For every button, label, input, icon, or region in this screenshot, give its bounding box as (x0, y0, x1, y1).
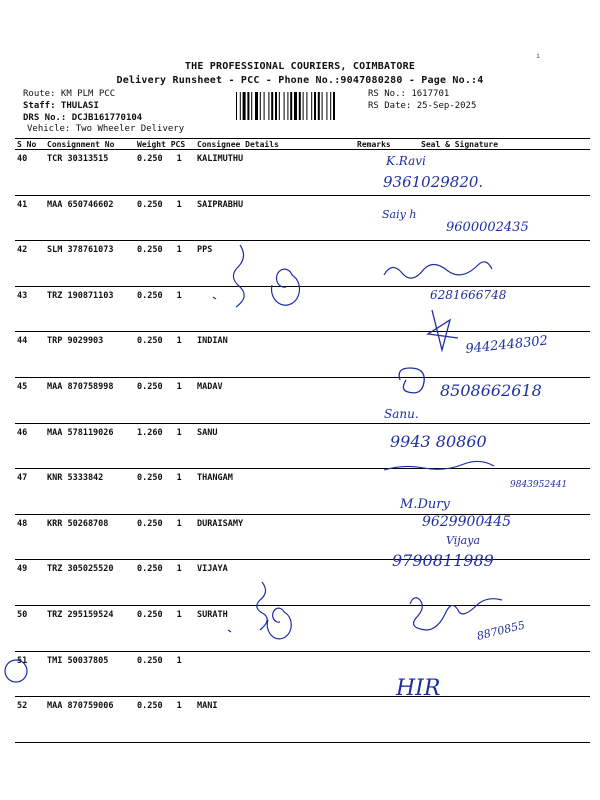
weight-value: 0.250 (137, 290, 163, 301)
sign-52-mark: HIR (396, 676, 441, 701)
table-row (15, 241, 590, 287)
weight-value: 1.260 (137, 427, 163, 438)
cell-weight (135, 469, 195, 515)
table-header-row (15, 139, 590, 150)
sign-43-phone: 6281666748 (430, 288, 507, 302)
barcode-bar (284, 92, 285, 120)
barcode-bar (287, 92, 288, 120)
cell-consignment: TMI 50037805 (45, 651, 135, 697)
cell-signature (399, 605, 590, 651)
table-row (15, 605, 590, 651)
barcode-bar (236, 92, 237, 120)
barcode-bar (260, 92, 261, 120)
cell-consignment: KNR 5333842 (45, 469, 135, 515)
cell-consignee: VIJAYA (195, 560, 355, 606)
barcode-bar (330, 92, 331, 120)
barcode-bar (322, 92, 323, 120)
cell-sno: 49 (15, 560, 45, 606)
cell-consignment: SLM 378761073 (45, 241, 135, 287)
cell-consignee: INDIAN (195, 332, 355, 378)
cell-consignee: DURAISAMY (195, 514, 355, 560)
cell-sno: 43 (15, 286, 45, 332)
cell-weight (135, 241, 195, 287)
cell-signature (399, 195, 590, 241)
barcode-bar (290, 92, 292, 120)
sign-51-phone: 8870855 (475, 618, 527, 643)
cell-weight (135, 286, 195, 332)
col-consignment: Consignment No (45, 139, 135, 150)
cell-consignment: TRZ 190871103 (45, 286, 135, 332)
weight-value: 0.250 (137, 473, 163, 484)
pcs-value: 1 (176, 427, 182, 438)
weight-value: 0.250 (137, 655, 163, 666)
barcode-bar (275, 92, 277, 120)
pcs-value: 1 (176, 199, 182, 210)
cell-consignment: TRZ 305025520 (45, 560, 135, 606)
barcode-bar (247, 92, 249, 120)
barcode-bar (303, 92, 304, 120)
cell-remarks (355, 560, 399, 606)
weight-value: 0.250 (137, 701, 163, 712)
cell-sno: 40 (15, 150, 45, 196)
cell-consignee: PPS (195, 241, 355, 287)
sign-49-phone: 9790811989 (392, 551, 494, 570)
pcs-value: 1 (176, 655, 182, 666)
cell-signature (399, 469, 590, 515)
weight-value: 0.250 (137, 199, 163, 210)
cell-weight (135, 332, 195, 378)
cell-weight (135, 195, 195, 241)
table-row (15, 651, 590, 697)
cell-signature (399, 150, 590, 196)
cell-consignment: MAA 650746602 (45, 195, 135, 241)
barcode-bar (240, 92, 241, 120)
runsheet-table (15, 138, 590, 743)
table-row (15, 423, 590, 469)
pcs-value: 1 (176, 564, 182, 575)
barcode-bar (318, 92, 320, 120)
weight-value: 0.250 (137, 609, 163, 620)
cell-signature (399, 286, 590, 332)
cell-remarks (355, 514, 399, 560)
sign-44-phone: 9442448302 (464, 333, 549, 357)
runsheet-subtitle: Delivery Runsheet - PCC - Phone No.:9047080280 - Page No.:4 (116, 75, 484, 86)
pcs-value: 1 (176, 609, 182, 620)
cell-consignment: MAA 870759006 (45, 697, 135, 743)
sign-46-phone: 9943 80860 (390, 432, 487, 451)
cell-consignee: THANGAM (195, 469, 355, 515)
cell-consignment: KRR 50268708 (45, 514, 135, 560)
cell-consignee: MANI (195, 697, 355, 743)
cell-consignee: SURATH (195, 605, 355, 651)
cell-sno: 51 (15, 651, 45, 697)
cell-consignee: MADAV (195, 377, 355, 423)
cell-signature (399, 514, 590, 560)
pcs-value: 1 (176, 290, 182, 301)
cell-consignee: KALIMUTHU (195, 150, 355, 196)
staff-label: Staff: THULASI (23, 101, 99, 111)
pcs-value: 1 (176, 518, 182, 529)
barcode-bar (311, 92, 312, 120)
cell-consignee: SAIPRABHU (195, 195, 355, 241)
col-sno: S No (15, 139, 45, 150)
barcode-bar (279, 92, 280, 120)
col-signature: Seal & Signature (399, 139, 590, 150)
weight-value: 0.250 (137, 381, 163, 392)
cell-remarks (355, 469, 399, 515)
table-row (15, 332, 590, 378)
col-remarks: Remarks (355, 139, 399, 150)
barcode-bar (264, 92, 265, 120)
pcs-value: 1 (176, 245, 182, 256)
barcode-bar (268, 92, 269, 120)
cell-remarks (355, 697, 399, 743)
sign-41-phone: 9600002435 (446, 220, 529, 235)
sign-40-name: K.Ravi (386, 154, 426, 168)
cell-sno: 50 (15, 605, 45, 651)
table-row (15, 469, 590, 515)
vehicle-label: Vehicle: Two Wheeler Delivery (27, 124, 185, 134)
table-row (15, 514, 590, 560)
sign-48-phone: 9629900445 (422, 514, 512, 530)
table-row (15, 150, 590, 196)
cell-weight (135, 697, 195, 743)
sign-48-name: M.Dury (400, 497, 450, 512)
sign-45-phone: 8508662618 (440, 381, 542, 400)
barcode-bar (326, 92, 327, 120)
sign-47-phone: 9843952441 (510, 480, 568, 490)
barcode-bar (243, 92, 246, 120)
cell-weight (135, 651, 195, 697)
weight-value: 0.250 (137, 336, 163, 347)
cell-signature (399, 377, 590, 423)
cell-remarks (355, 377, 399, 423)
cell-consignee (195, 651, 355, 697)
cell-remarks (355, 332, 399, 378)
weight-value: 0.250 (137, 518, 163, 529)
barcode-bar (251, 92, 252, 120)
cell-sno: 42 (15, 241, 45, 287)
cell-sno: 41 (15, 195, 45, 241)
cell-weight (135, 423, 195, 469)
cell-sno: 52 (15, 697, 45, 743)
pcs-value: 1 (176, 336, 182, 347)
cell-weight (135, 377, 195, 423)
table-row (15, 560, 590, 606)
table-row (15, 377, 590, 423)
weight-value: 0.250 (137, 245, 163, 256)
weight-value: 0.250 (137, 564, 163, 575)
barcode-bar (271, 92, 273, 120)
cell-sno: 45 (15, 377, 45, 423)
barcode-bar (333, 92, 335, 120)
cell-weight (135, 514, 195, 560)
cell-signature (399, 423, 590, 469)
cell-consignment: TCR 30313515 (45, 150, 135, 196)
cell-sno: 44 (15, 332, 45, 378)
pcs-value: 1 (176, 154, 182, 164)
pcs-value: 1 (176, 473, 182, 484)
cell-remarks (355, 150, 399, 196)
barcode-bar (299, 92, 301, 120)
cell-signature (399, 651, 590, 697)
cell-signature (399, 697, 590, 743)
cell-remarks (355, 423, 399, 469)
sign-41-name: Saiy h (382, 208, 417, 221)
table-row (15, 286, 590, 332)
cell-consignment: TRP 9029903 (45, 332, 135, 378)
barcode-bar (306, 92, 307, 120)
cell-weight (135, 150, 195, 196)
pcs-value: 1 (176, 701, 182, 712)
cell-sno: 47 (15, 469, 45, 515)
cell-consignee: SANU (195, 423, 355, 469)
cell-consignee (195, 286, 355, 332)
rs-number: RS No.: 1617701 (368, 89, 450, 99)
cell-remarks (355, 286, 399, 332)
pcs-value: 1 (176, 381, 182, 392)
rs-date: RS Date: 25-Sep-2025 (368, 101, 477, 111)
col-consignee: Consignee Details (195, 139, 355, 150)
cell-remarks (355, 605, 399, 651)
weight-value: 0.250 (137, 154, 163, 164)
sign-46-name: Sanu. (384, 407, 419, 421)
cell-signature (399, 332, 590, 378)
cell-signature (399, 241, 590, 287)
cell-consignment: TRZ 295159524 (45, 605, 135, 651)
barcode (236, 92, 364, 120)
cell-remarks (355, 651, 399, 697)
drs-label: DRS No.: DCJB161770104 (23, 113, 143, 123)
company-title: THE PROFESSIONAL COURIERS, COIMBATORE (184, 61, 416, 72)
cell-weight (135, 560, 195, 606)
sign-49-name: Vijaya (446, 534, 481, 547)
barcode-bar (255, 92, 258, 120)
cell-consignment: MAA 578119026 (45, 423, 135, 469)
corner-mark: i (536, 52, 541, 60)
barcode-bar (314, 92, 316, 120)
route-label: Route: KM PLM PCC (23, 89, 116, 99)
cell-sno: 48 (15, 514, 45, 560)
cell-weight (135, 605, 195, 651)
col-weight-pcs: Weight PCS (135, 139, 195, 150)
cell-signature (399, 560, 590, 606)
barcode-bar (294, 92, 297, 120)
table-row (15, 195, 590, 241)
table-row (15, 697, 590, 743)
cell-remarks (355, 241, 399, 287)
cell-sno: 46 (15, 423, 45, 469)
cell-remarks (355, 195, 399, 241)
sign-40-phone: 9361029820. (383, 173, 484, 191)
cell-consignment: MAA 870758998 (45, 377, 135, 423)
